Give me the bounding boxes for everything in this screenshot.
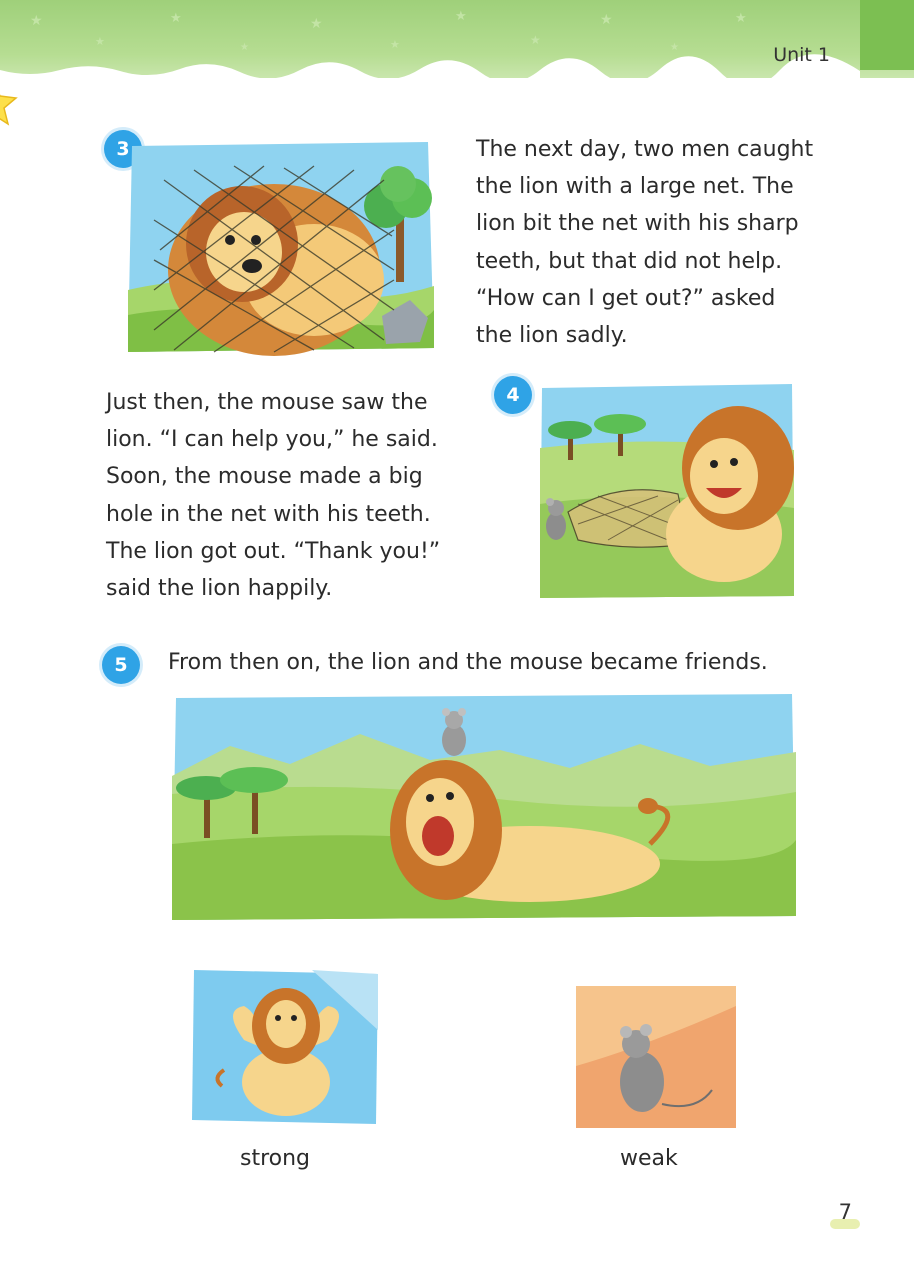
svg-text:★: ★ (170, 11, 182, 26)
panel-4-number-badge: 4 (494, 376, 532, 414)
unit-label: Unit 1 (773, 44, 830, 66)
svg-text:★: ★ (735, 11, 747, 26)
story-line: “How can I get out?” asked (476, 285, 776, 311)
story-line: The lion got out. “Thank you!” (106, 538, 441, 564)
story-line: lion bit the net with his sharp (476, 211, 799, 237)
svg-text:★: ★ (240, 42, 249, 53)
lion-caught-in-net-illustration (124, 140, 436, 356)
svg-text:★: ★ (310, 16, 323, 32)
svg-text:★: ★ (670, 42, 679, 53)
svg-text:★: ★ (390, 38, 400, 51)
weak-caption: weak (620, 1146, 678, 1171)
panel-3-story-text (476, 131, 813, 354)
strong-caption: strong (240, 1146, 311, 1171)
svg-text:★: ★ (455, 9, 467, 24)
story-line: hole in the net with his teeth. (106, 501, 431, 527)
panel-4-story-text (106, 384, 440, 607)
panel-5-story-text (168, 644, 768, 682)
svg-text:★: ★ (30, 13, 43, 29)
story-line: The next day, two men caught (476, 137, 814, 162)
panel-5-number-badge: 5 (102, 646, 140, 684)
story-line: teeth, but that did not help. (476, 248, 783, 274)
lion-and-mouse-friends-illustration (170, 694, 798, 920)
svg-text:★: ★ (600, 12, 613, 28)
story-line: said the lion happily. (106, 576, 333, 602)
svg-text:★: ★ (530, 33, 541, 47)
star-icon (0, 82, 20, 126)
header-band (0, 0, 914, 78)
page-number: 7 (838, 1200, 852, 1224)
panel-3-number-badge: 3 (104, 130, 142, 168)
svg-text:★: ★ (95, 35, 105, 48)
strong-lion-illustration (192, 970, 378, 1124)
story-line: Just then, the mouse saw the (106, 390, 428, 415)
weak-mouse-illustration (576, 986, 736, 1128)
mouse-frees-lion-illustration (538, 384, 796, 600)
story-line: From then on, the lion and the mouse became friends. (168, 650, 768, 675)
story-line: lion. “I can help you,” he said. (106, 427, 438, 453)
story-line: Soon, the mouse made a big (106, 464, 423, 490)
star-pattern-decoration (0, 0, 914, 78)
story-line: the lion with a large net. The (476, 174, 794, 200)
story-line: the lion sadly. (476, 323, 628, 349)
unit-tab (860, 0, 914, 70)
